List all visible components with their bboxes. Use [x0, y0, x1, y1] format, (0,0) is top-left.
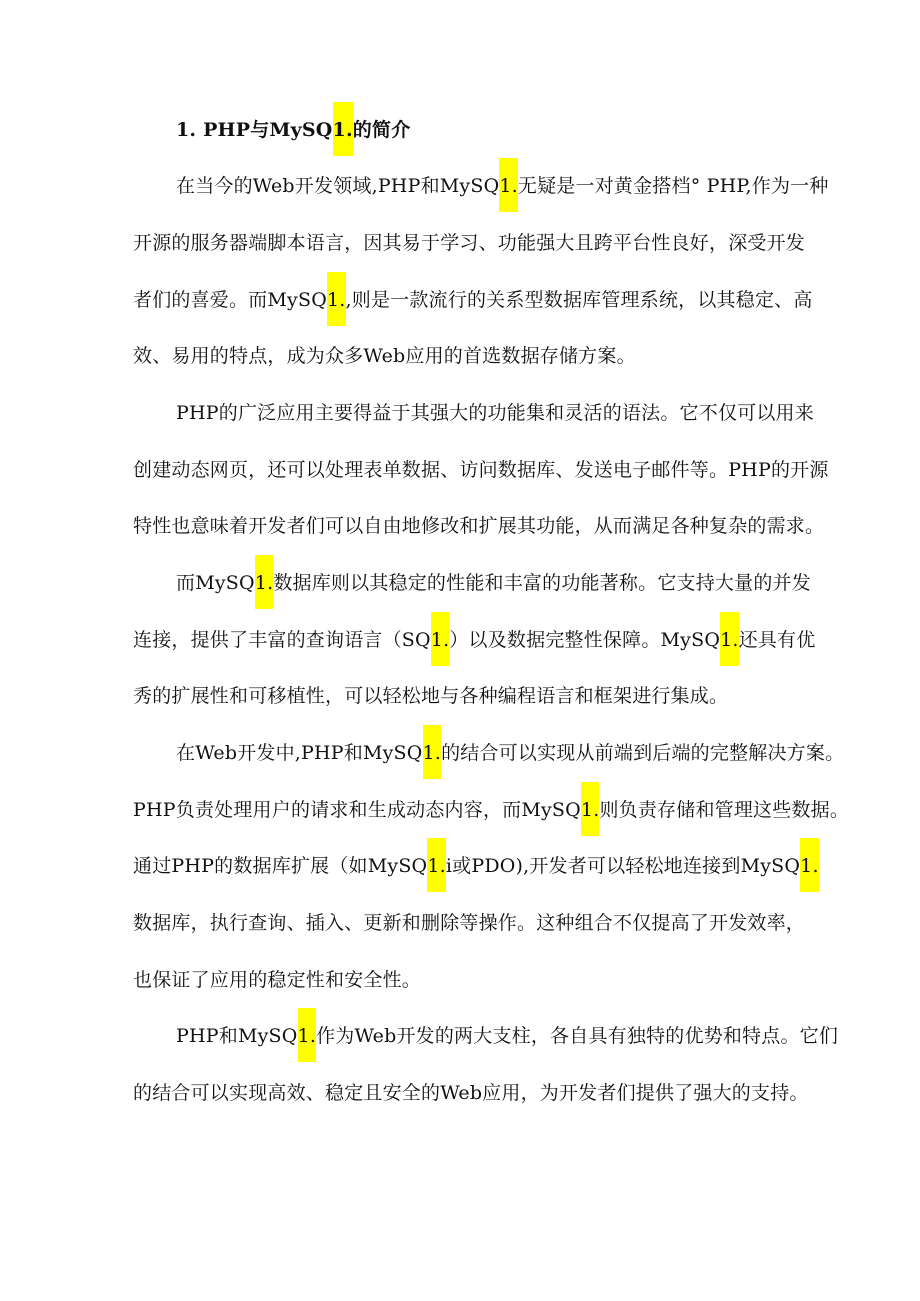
text-run: PHP负责处理用户的请求和生成动态内容，而MySQ: [133, 799, 581, 821]
paragraph-4-line-1: [176, 741, 844, 765]
highlighted-text: 1.: [431, 612, 450, 666]
heading-text: PHP与MySQ: [203, 119, 333, 141]
highlighted-text: 1.: [255, 555, 274, 609]
paragraph-4-line-2: [133, 798, 849, 822]
highlighted-text: 1.: [427, 838, 446, 892]
paragraph-3-line-3: 秀的扩展性和可移植性，可以轻松地与各种编程语言和框架进行集成。: [133, 685, 729, 707]
highlighted-text: 1.: [333, 102, 353, 156]
text-run: 在Web开发中,PHP和MySQ: [176, 742, 423, 764]
highlighted-text: 1.: [800, 838, 819, 892]
text-run: 而MySQ: [176, 572, 255, 594]
paragraph-4-line-3: [133, 854, 819, 878]
heading-text-end: 的简介: [352, 119, 411, 141]
text-run: 连接，提供了丰富的查询语言（SQ: [133, 629, 431, 651]
highlighted-text: 1.: [581, 782, 600, 836]
paragraph-3-line-1: [176, 571, 811, 595]
paragraph-1-line-2: 开源的服务器端脚本语言，因其易于学习、功能强大且跨平台性良好，深受开发: [133, 232, 806, 254]
text-run: ）以及数据完整性保障。MySQ: [449, 629, 721, 651]
text-run: 则负责存储和管理这些数据。: [599, 799, 850, 821]
highlighted-text: 1.: [327, 272, 346, 326]
paragraph-4-line-5: 也保证了应用的稳定性和安全性。: [133, 969, 422, 991]
highlighted-text: 1.: [423, 725, 442, 779]
paragraph-5-line-2: 的结合可以实现高效、稳定且安全的Web应用，为开发者们提供了强大的支持。: [133, 1082, 809, 1104]
text-run: 者们的喜爱。而MySQ: [133, 289, 327, 311]
paragraph-1-line-3: [133, 288, 813, 312]
text-run: 无疑是一对黄金搭档° PHP,作为一种: [517, 175, 829, 197]
paragraph-4-line-4: 数据库，执行查询、插入、更新和删除等操作。这种组合不仅提高了开发效率，: [133, 912, 806, 934]
text-run: ,则是一款流行的关系型数据库管理系统，以其稳定、高: [345, 289, 813, 311]
text-run: 在当今的Web开发领域,PHP和MySQ: [176, 175, 500, 197]
highlighted-text: 1.: [298, 1008, 317, 1062]
heading-number: 1.: [176, 119, 204, 141]
paragraph-1-line-1: [176, 174, 829, 198]
paragraph-1-line-4: 效、易用的特点，成为众多Web应用的首选数据存储方案。: [133, 345, 636, 367]
paragraph-2-line-3: 特性也意味着开发者们可以自由地修改和扩展其功能，从而满足各种复杂的需求。: [133, 515, 825, 537]
text-run: 作为Web开发的两大支柱，各自具有独特的优势和特点。它们: [316, 1025, 839, 1047]
text-run: 通过PHP的数据库扩展（如MySQ: [133, 855, 428, 877]
paragraph-3-line-2: [133, 628, 815, 652]
highlighted-text: 1.: [720, 612, 739, 666]
paragraph-2-line-2: 创建动态网页，还可以处理表单数据、访问数据库、发送电子邮件等。PHP的开源: [133, 459, 829, 481]
highlighted-text: 1.: [499, 158, 518, 212]
paragraph-5-line-1: [176, 1024, 838, 1048]
paragraph-2-line-1: PHP的广泛应用主要得益于其强大的功能集和灵活的语法。它不仅可以用来: [176, 402, 814, 424]
text-run: 还具有优: [738, 629, 816, 651]
text-run: 数据库则以其稳定的性能和丰富的功能著称。它支持大量的并发: [273, 572, 811, 594]
text-run: PHP和MySQ: [176, 1025, 298, 1047]
text-run: 的结合可以实现从前端到后端的完整解决方案。: [441, 742, 845, 764]
section-heading: [176, 118, 410, 142]
text-run: i或PDO),开发者可以轻松地连接到MySQ: [445, 855, 801, 877]
